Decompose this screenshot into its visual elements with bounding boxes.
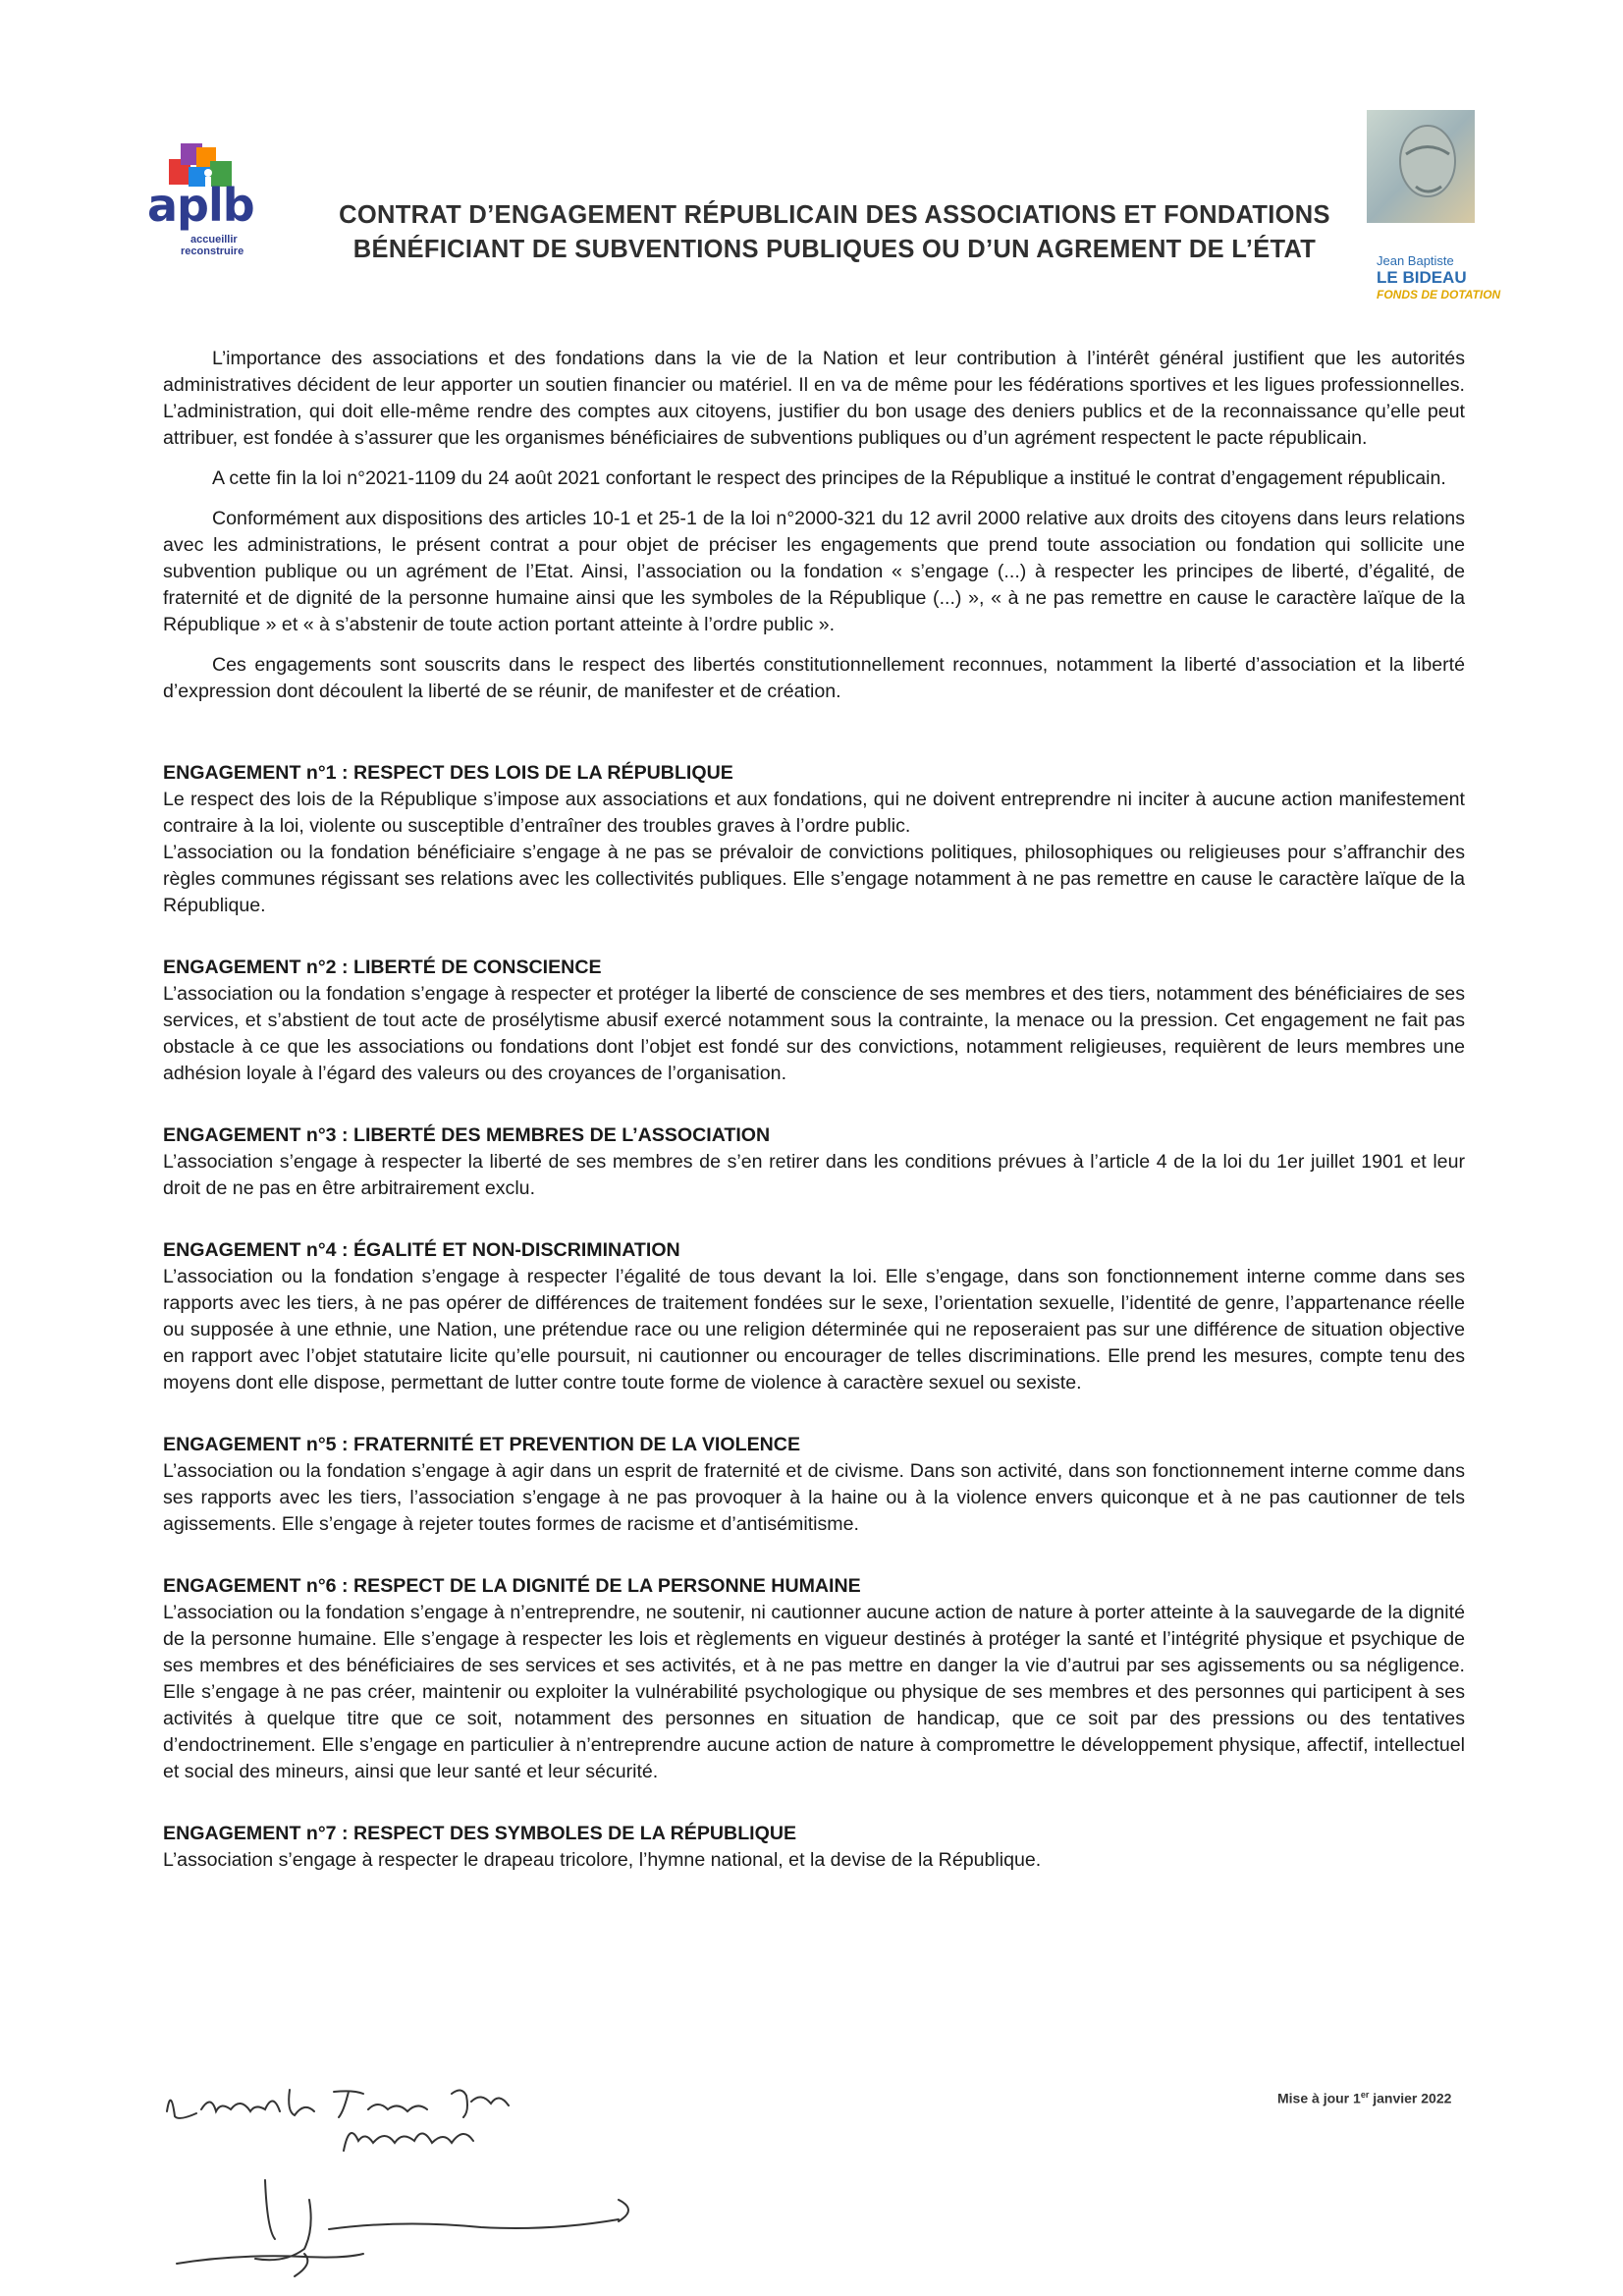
logo-tagline-2: reconstruire [181, 246, 244, 257]
engagement-text: L’association ou la fondation s’engage à n’entreprendre, ne soutenir, ni cautionner aucune action de nature à porter atteinte à la sauvegarde de la dignité de la personne humaine. Elle s’engage à respecter les lois et règlements en vigueur destinés à protéger la santé et l’intégrité physique et psychique de ses membres et des bénéficiaires de ses services et ses activités, et à ne pas mettre en danger la vie d’autrui par ses agissements ou sa négligence. Elle s’engage à ne pas créer, maintenir ou exploiter la vulnérabilité psychologique ou physique de ses membres et des personnes qui participent à ses activités à quelque titre que ce soit, notamment des personnes en situation de handicap, que ce soit par des pressions ou des tentatives d’endoctrinement. Elle s’engage en particulier à n’entreprendre aucune action de nature à compromettre le développement physique, affectif, intellectuel et social des mineurs, ainsi que leur santé et leur sécurité. [163, 1602, 1465, 1782]
logo-name: aplb [147, 179, 254, 232]
portrait-icon [1367, 110, 1475, 223]
engagement-4 [163, 1237, 1465, 1396]
fonds-logo [1367, 110, 1534, 306]
engagement-3 [163, 1122, 1465, 1202]
handwritten-signature [157, 2082, 746, 2278]
engagement-title: ENGAGEMENT n°1 : RESPECT DES LOIS DE LA RÉPUBLIQUE [163, 762, 733, 784]
engagement-text: Le respect des lois de la République s’impose aux associations et aux fondations, qui ne doivent entreprendre ni inciter à aucune action manifestement contraire à la loi, violente ou susceptible d’entraîner des troubles graves à l’ordre public. [163, 789, 1465, 837]
fonds-logo-line-2: LE BIDEAU [1377, 268, 1467, 287]
engagement-2 [163, 955, 1465, 1087]
engagement-text: L’association ou la fondation bénéficiaire s’engage à ne pas se prévaloir de convictions politiques, philosophiques ou religieuses pour s’affranchir des règles communes régissant ses relations avec les collectivités publiques. Elle s’engage notamment à ne pas remettre en cause le caractère laïque de la République. [163, 842, 1465, 916]
intro-paragraph: A cette fin la loi n°2021-1109 du 24 août 2021 confortant le respect des principes de la République a institué le contrat d’engagement républicain. [212, 467, 1446, 489]
document-body [163, 346, 1465, 1874]
update-date: Mise à jour 1er janvier 2022 [1277, 2090, 1452, 2106]
engagement-6 [163, 1573, 1465, 1785]
intro-paragraph: Conformément aux dispositions des articles 10-1 et 25-1 de la loi n°2000-321 du 12 avril 2000 relative aux droits des citoyens dans leurs relations avec les administrations, le présent contrat a pour objet de préciser les engagements que prend toute association ou fondation qui sollicite une subvention publique ou un agrément de l’Etat. Ainsi, l’association ou la fondation « s’engage (...) à respecter les principes de liberté, d’égalité, de fraternité et de dignité de la personne humaine ainsi que les symboles de la République (...) », « à ne pas remettre en cause le caractère laïque de la République » et « à s’abstenir de toute action portant atteinte à l’ordre public ». [163, 508, 1465, 635]
engagement-text: L’association ou la fondation s’engage à respecter et protéger la liberté de conscience de ses membres et des tiers, notamment des bénéficiaires de ses services, et s’abstient de tout acte de prosélytisme abusif exercé notamment sous la contrainte, la menace ou la pression. Cet engagement ne fait pas obstacle à ce que les associations ou fondations dont l’objet est fondé sur des convictions, notamment religieuses, requièrent de leurs membres une adhésion loyale à l’égard des valeurs ou des croyances de l’organisation. [163, 983, 1465, 1084]
engagement-text: L’association s’engage à respecter la liberté de ses membres de s’en retirer dans les conditions prévues à l’article 4 de la loi du 1er juillet 1901 et leur droit de ne pas en être arbitrairement exclu. [163, 1151, 1465, 1199]
engagement-title: ENGAGEMENT n°6 : RESPECT DE LA DIGNITÉ DE LA PERSONNE HUMAINE [163, 1575, 861, 1597]
engagement-7 [163, 1821, 1465, 1874]
engagement-title: ENGAGEMENT n°2 : LIBERTÉ DE CONSCIENCE [163, 957, 602, 978]
engagement-title: ENGAGEMENT n°7 : RESPECT DES SYMBOLES DE LA RÉPUBLIQUE [163, 1823, 797, 1844]
engagement-text: L’association s’engage à respecter le drapeau tricolore, l’hymne national, et la devise de la République. [163, 1849, 1042, 1871]
engagement-text: L’association ou la fondation s’engage à agir dans un esprit de fraternité et de civisme. Dans son activité, dans son fonctionnement interne comme dans ses rapports avec les tiers, l’association s’engage à ne pas provoquer à la haine ou à la violence envers quiconque et à ne pas cautionner de tels agissements. Elle s’engage à rejeter toutes formes de racisme et d’antisémitisme. [163, 1460, 1465, 1535]
intro-section [163, 346, 1465, 705]
page-title [295, 198, 1375, 267]
title-line-1: CONTRAT D’ENGAGEMENT RÉPUBLICAIN DES ASSOCIATIONS ET FONDATIONS [339, 201, 1330, 229]
engagement-text: L’association ou la fondation s’engage à respecter l’égalité de tous devant la loi. Elle s’engage, dans son fonctionnement interne comme dans ses rapports avec les tiers, à ne pas opérer de différences de traitement fondées sur le sexe, l’orientation sexuelle, l’identité de genre, l’appartenance réelle ou supposée à une ethnie, une Nation, une prétendue race ou une religion déterminée qui ne reposeraient pas sur une différence de situation objective en rapport avec l’objet statutaire licite qu’elle poursuit, ni cautionner ou encourager de telles discriminations. Elle prend les mesures, compte tenu des moyens dont elle dispose, permettant de lutter contre toute forme de violence à caractère sexuel ou sexiste. [163, 1266, 1465, 1394]
fonds-logo-line-3: FONDS DE DOTATION [1377, 288, 1501, 301]
aplb-logo [147, 137, 275, 255]
engagement-title: ENGAGEMENT n°5 : FRATERNITÉ ET PREVENTION DE LA VIOLENCE [163, 1434, 801, 1455]
fonds-logo-line-1: Jean Baptiste [1377, 253, 1454, 268]
engagement-5 [163, 1432, 1465, 1538]
engagement-1 [163, 760, 1465, 919]
logo-tagline-1: accueillir [190, 234, 238, 246]
engagement-title: ENGAGEMENT n°4 : ÉGALITÉ ET NON-DISCRIMINATION [163, 1239, 680, 1261]
title-line-2: BÉNÉFICIANT DE SUBVENTIONS PUBLIQUES OU D’UN AGREMENT DE L’ÉTAT [352, 236, 1317, 263]
intro-paragraph: Ces engagements sont souscrits dans le respect des libertés constitutionnellement reconnues, notamment la liberté d’association et la liberté d’expression dont découlent la liberté de se réunir, de manifester et de création. [163, 654, 1465, 702]
engagement-title: ENGAGEMENT n°3 : LIBERTÉ DES MEMBRES DE L’ASSOCIATION [163, 1124, 771, 1146]
intro-paragraph: L’importance des associations et des fondations dans la vie de la Nation et leur contribution à l’intérêt général justifient que les autorités administratives décident de leur apporter un soutien financier ou matériel. Il en va de même pour les fédérations sportives et les ligues professionnelles. L’administration, qui doit elle-même rendre des comptes aux citoyens, justifier du bon usage des deniers publics et de la reconnaissance qu’elle peut attribuer, est fondée à s’assurer que les organismes bénéficiaires de subventions publiques ou d’un agrément respectent le pacte républicain. [163, 348, 1465, 449]
